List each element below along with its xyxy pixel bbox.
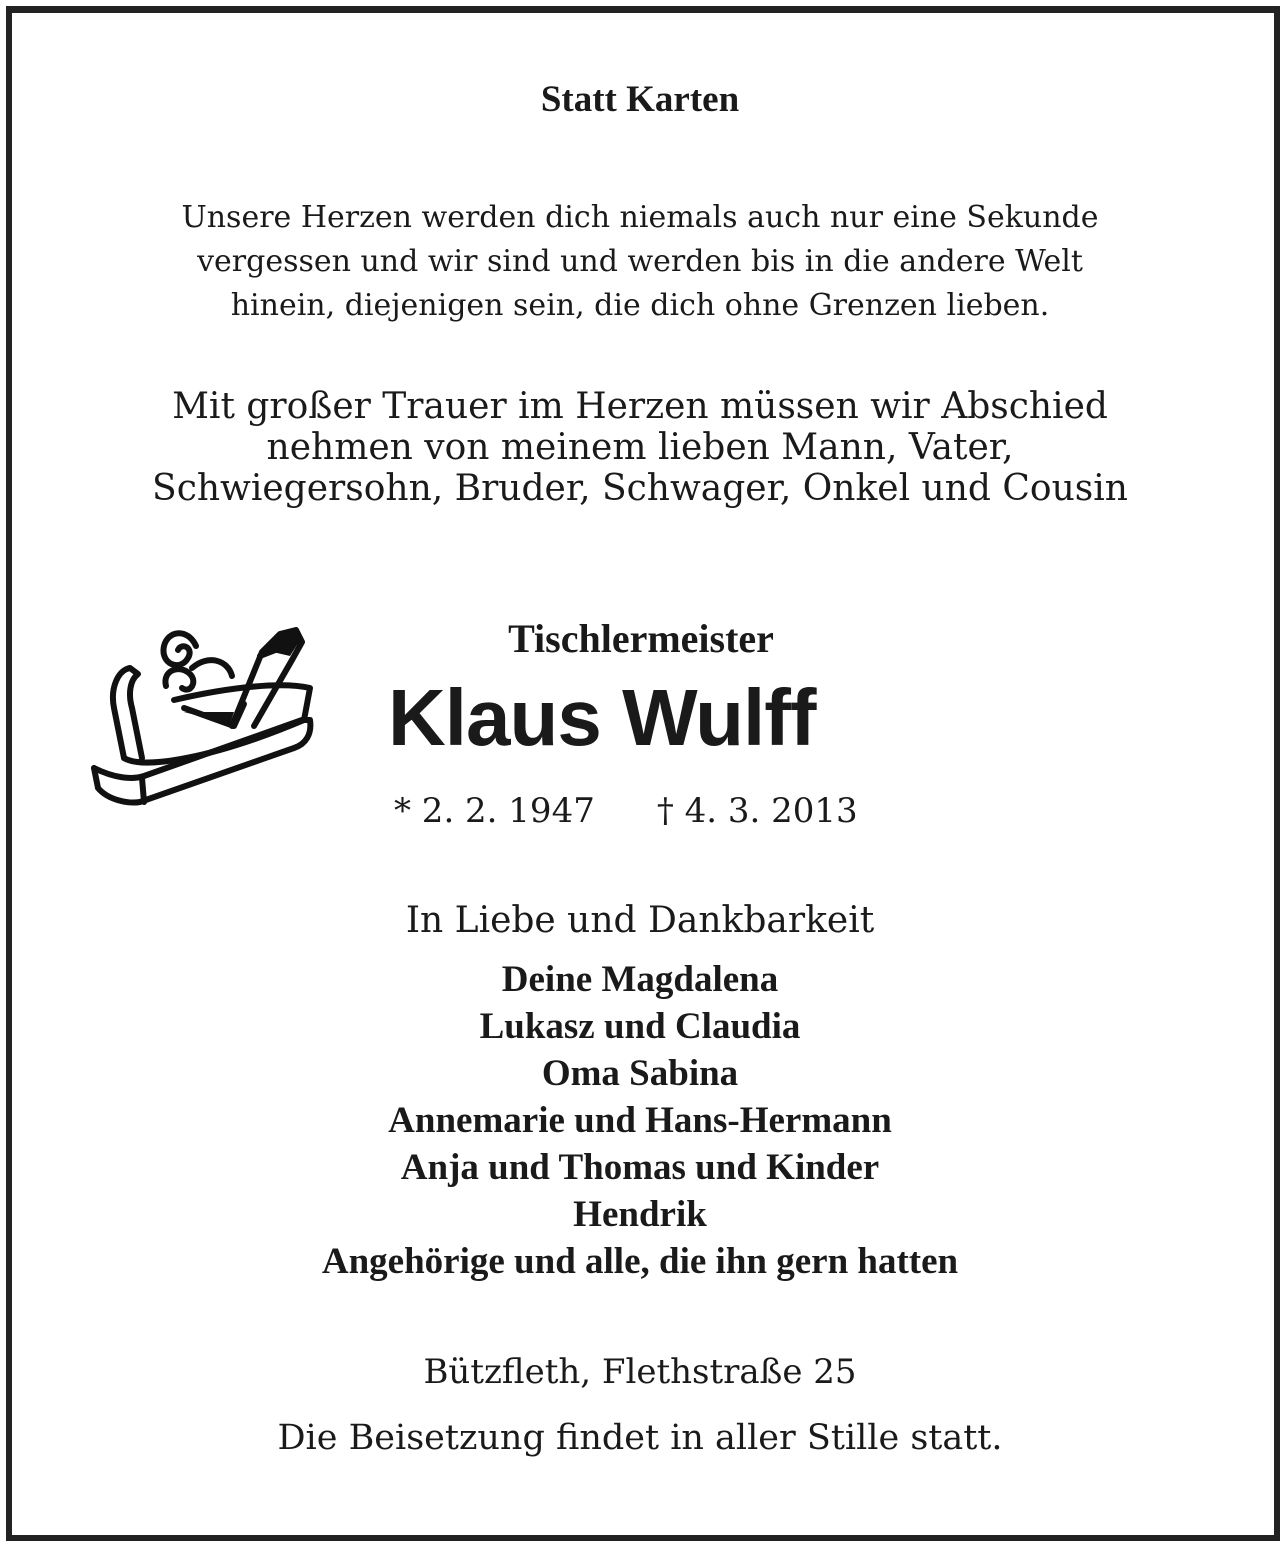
intro-text xyxy=(0,386,1280,509)
family-line: Anja und Thomas und Kinder xyxy=(400,1147,880,1188)
death-date: † 4. 3. 2013 xyxy=(656,791,858,831)
quote-line: vergessen und wir sind und werden bis in die andere Welt xyxy=(197,244,1083,279)
family-line: Angehörige und alle, die ihn gern hatten xyxy=(321,1241,959,1282)
deceased-name: Klaus Wulff xyxy=(388,673,816,762)
family-line: Annemarie und Hans-Hermann xyxy=(388,1100,892,1141)
header-statt-karten: Statt Karten xyxy=(540,79,740,120)
family-line: Deine Magdalena xyxy=(501,959,779,1000)
life-dates xyxy=(394,791,858,831)
family-line: Lukasz und Claudia xyxy=(479,1006,801,1047)
family-signatures xyxy=(0,956,1280,1285)
quote-line: hinein, diejenigen sein, die dich ohne Grenzen lieben. xyxy=(230,288,1050,323)
intro-line: nehmen von meinem lieben Mann, Vater, xyxy=(266,427,1014,468)
quote-text xyxy=(0,196,1280,328)
closing-phrase: In Liebe und Dankbarkeit xyxy=(405,900,875,941)
address: Bützfleth, Flethstraße 25 xyxy=(423,1352,857,1392)
intro-line: Mit großer Trauer im Herzen müssen wir Abschied xyxy=(172,386,1108,427)
quote-line: Unsere Herzen werden dich niemals auch nur eine Sekunde xyxy=(181,200,1099,235)
birth-date: * 2. 2. 1947 xyxy=(394,791,595,831)
family-line: Oma Sabina xyxy=(541,1053,739,1094)
intro-line: Schwiegersohn, Bruder, Schwager, Onkel und Cousin xyxy=(152,468,1128,509)
family-line: Hendrik xyxy=(573,1194,707,1235)
burial-notice: Die Beisetzung findet in aller Stille statt. xyxy=(277,1418,1003,1458)
deceased-title: Tischlermeister xyxy=(508,616,774,661)
